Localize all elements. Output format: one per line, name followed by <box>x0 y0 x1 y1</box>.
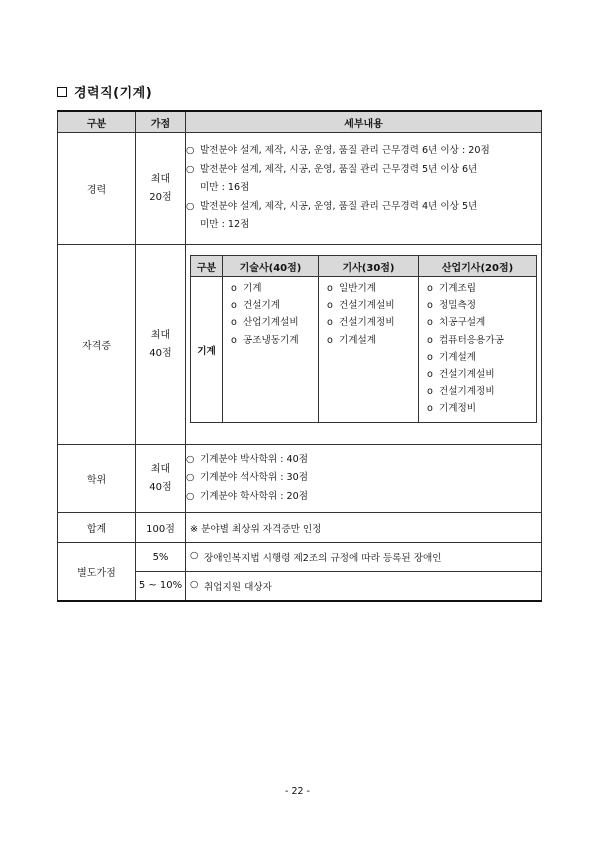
item-text: 발전분야 설계, 제작, 시공, 운영, 품질 관리 근무경력 5년 이상 6년 <box>200 163 478 175</box>
circle-bullet-icon: o <box>231 317 237 329</box>
cert-subtable <box>190 255 537 423</box>
section-title: 경력직(기계) <box>74 86 153 101</box>
page-number: - 22 - <box>285 786 310 797</box>
list-item <box>327 314 418 331</box>
item-text: 장애인복지법 시행령 제2조의 규정에 따라 등록된 장애인 <box>204 553 442 564</box>
cert-points <box>136 245 186 445</box>
item-text: 산업기계설비 <box>242 317 299 329</box>
item-text: 기계분야 석사학위 : 30점 <box>200 472 308 484</box>
item-text: 발전분야 설계, 제작, 시공, 운영, 품질 관리 근무경력 6년 이상 : 20점 <box>200 145 490 157</box>
total-points: 100점 <box>136 513 186 543</box>
points-max: 최대 <box>150 329 171 341</box>
degree-points <box>136 445 186 513</box>
circle-bullet-icon: o <box>327 300 333 312</box>
extra-detail-1 <box>186 543 542 572</box>
item-text: 건설기계설비 <box>438 369 495 381</box>
sub-header-professional-engineer: 기술사(40점) <box>223 256 319 277</box>
header-points: 가점 <box>136 111 186 133</box>
career-points <box>136 133 186 245</box>
list-item <box>190 579 541 593</box>
list-item <box>427 280 536 297</box>
points-value: 20점 <box>149 191 172 203</box>
list-item <box>427 400 536 417</box>
circle-bullet-icon: ○ <box>190 550 199 561</box>
points-max: 최대 <box>150 173 171 185</box>
list-item <box>231 314 318 331</box>
circle-bullet-icon: o <box>231 300 237 312</box>
item-text: 기계정비 <box>438 403 477 415</box>
points-value: 40점 <box>149 481 172 493</box>
career-details <box>186 133 542 245</box>
header-details: 세부내용 <box>186 111 542 133</box>
circle-bullet-icon: o <box>327 334 333 346</box>
list-item <box>231 332 318 349</box>
list-item <box>427 366 536 383</box>
circle-bullet-icon: ○ <box>186 163 195 175</box>
extra-points-1: 5% <box>136 543 186 572</box>
item-text: 기계분야 박사학위 : 40점 <box>200 453 308 465</box>
total-note: ※ 분야별 최상위 자격증만 인정 <box>186 513 542 543</box>
degree-row <box>58 445 542 513</box>
cert-list-industrial-engineer <box>419 277 537 423</box>
list-item <box>231 280 318 297</box>
cert-label: 자격증 <box>58 245 136 445</box>
circle-bullet-icon: o <box>427 369 433 381</box>
extra-points-2: 5 ~ 10% <box>136 572 186 601</box>
list-item <box>427 314 536 331</box>
cert-details <box>186 245 542 445</box>
item-text: 취업지원 대상자 <box>204 581 272 593</box>
extra-label: 별도가점 <box>58 543 136 601</box>
points-value: 40점 <box>149 347 172 359</box>
degree-details <box>186 445 542 513</box>
section-heading <box>57 82 152 101</box>
item-text: 건설기계 <box>242 300 281 312</box>
circle-bullet-icon: ○ <box>186 490 195 502</box>
list-item <box>186 161 541 180</box>
scoring-table <box>57 110 542 602</box>
list-item <box>327 280 418 297</box>
degree-label: 학위 <box>58 445 136 513</box>
item-text: 기계설계 <box>438 351 477 363</box>
item-text: 발전분야 설계, 제작, 시공, 운영, 품질 관리 근무경력 4년 이상 5년 <box>200 200 478 212</box>
item-text: 기계조립 <box>438 283 477 294</box>
sub-header-industrial-engineer: 산업기사(20점) <box>419 256 537 277</box>
list-item <box>327 297 418 314</box>
sub-header-engineer: 기사(30점) <box>319 256 419 277</box>
cert-row <box>58 245 542 445</box>
list-item <box>427 349 536 366</box>
extra-row-1 <box>58 543 542 572</box>
list-item <box>186 451 541 470</box>
list-item <box>327 332 418 349</box>
list-item <box>427 297 536 314</box>
circle-bullet-icon: ○ <box>186 472 195 484</box>
list-item <box>427 332 536 349</box>
item-continuation: 미만 : 12점 <box>200 219 250 231</box>
circle-bullet-icon: o <box>327 317 333 329</box>
item-text: 기계설계 <box>338 334 377 346</box>
item-text: 기계분야 학사학위 : 20점 <box>200 490 308 502</box>
header-category: 구분 <box>58 111 136 133</box>
points-max: 최대 <box>150 463 171 475</box>
item-text: 건설기계정비 <box>338 317 395 329</box>
circle-bullet-icon: ○ <box>186 145 195 157</box>
item-text: 건설기계정비 <box>438 386 495 398</box>
item-text: 정밀측정 <box>438 300 477 312</box>
list-item <box>427 383 536 400</box>
list-item <box>186 142 541 161</box>
extra-detail-2 <box>186 572 542 601</box>
circle-bullet-icon: ○ <box>190 578 199 590</box>
item-text: 기계 <box>242 283 262 294</box>
circle-bullet-icon: o <box>427 317 433 329</box>
cert-list-engineer <box>319 277 419 423</box>
circle-bullet-icon: o <box>231 283 237 294</box>
circle-bullet-icon: ○ <box>186 200 195 212</box>
item-text: 컴퓨터응용가공 <box>438 334 504 346</box>
header-row <box>58 111 542 133</box>
sub-header-row <box>191 256 537 277</box>
circle-bullet-icon: o <box>327 283 333 294</box>
circle-bullet-icon: o <box>427 351 433 363</box>
list-item <box>186 488 541 507</box>
circle-bullet-icon: o <box>427 334 433 346</box>
circle-bullet-icon: o <box>427 403 433 415</box>
sub-row-label: 기계 <box>191 277 223 423</box>
career-row <box>58 133 542 245</box>
item-text: 공조냉동기계 <box>242 334 299 346</box>
item-text: 치공구설계 <box>438 317 486 329</box>
cert-list-professional-engineer <box>223 277 319 423</box>
item-text: 일반기계 <box>338 283 377 294</box>
sub-header-category: 구분 <box>191 256 223 277</box>
sub-row-machinery <box>191 277 537 423</box>
circle-bullet-icon: o <box>427 283 433 294</box>
total-label: 합계 <box>58 513 136 543</box>
list-item <box>231 297 318 314</box>
circle-bullet-icon: ○ <box>186 453 195 465</box>
circle-bullet-icon: o <box>427 300 433 312</box>
item-continuation: 미만 : 16점 <box>200 182 250 194</box>
list-item <box>186 198 541 217</box>
career-label: 경력 <box>58 133 136 245</box>
list-item <box>190 550 541 564</box>
circle-bullet-icon: o <box>231 334 237 346</box>
total-row <box>58 513 542 543</box>
checkbox-square-icon <box>57 87 67 97</box>
list-item <box>186 469 541 488</box>
item-text: 건설기계설비 <box>338 300 395 312</box>
circle-bullet-icon: o <box>427 386 433 398</box>
